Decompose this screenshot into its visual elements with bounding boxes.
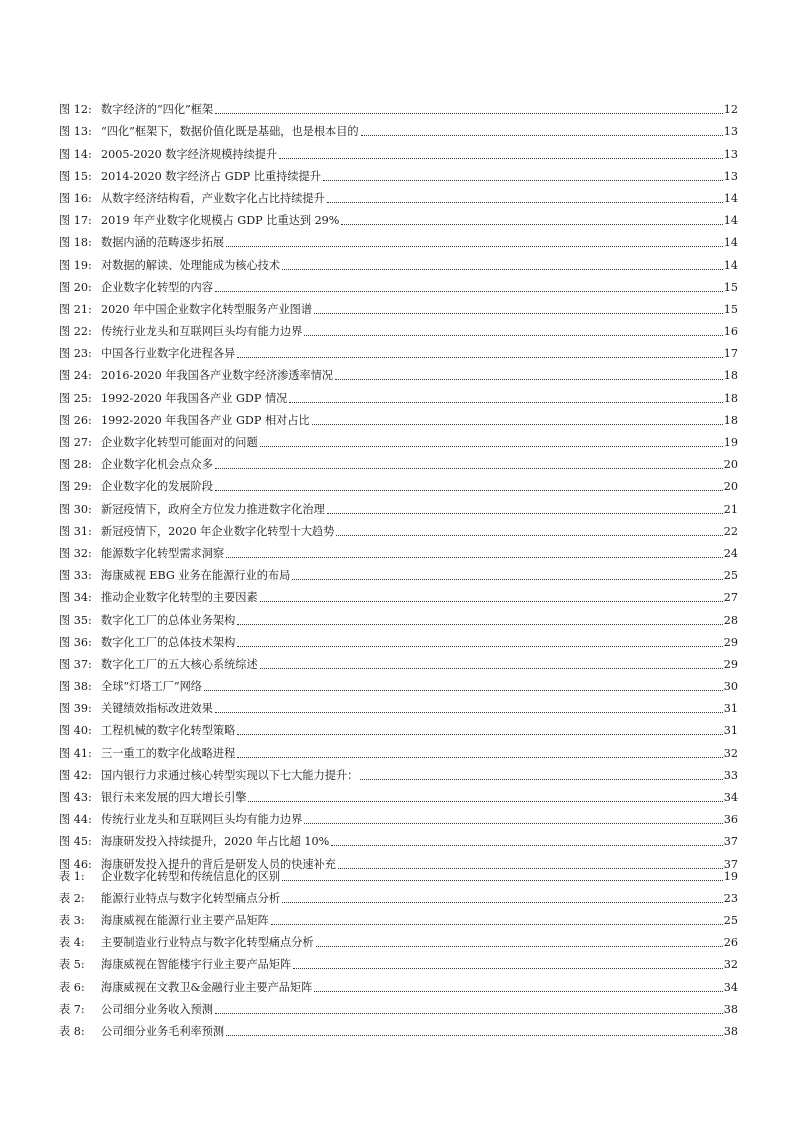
entry-page-number: 32 — [723, 958, 738, 972]
entry-number: 图 28: — [59, 458, 92, 472]
entry-page-number: 37 — [723, 835, 738, 849]
entry-label — [59, 480, 213, 494]
entry-number: 图 43: — [59, 791, 92, 804]
figure-entry[interactable] — [59, 672, 738, 694]
figure-entry[interactable] — [59, 583, 738, 605]
figure-entry[interactable] — [59, 450, 738, 472]
figure-entry[interactable] — [59, 162, 738, 184]
entry-label — [59, 503, 325, 517]
figure-list — [59, 95, 738, 872]
table-entry[interactable] — [59, 928, 738, 950]
entry-title: 工程机械的数字化转型策略 — [101, 724, 236, 738]
dot-leader — [282, 880, 723, 881]
dot-leader — [260, 446, 723, 447]
dot-leader — [237, 357, 722, 358]
dot-leader — [271, 924, 723, 925]
dot-leader — [312, 424, 723, 425]
entry-number: 表 2: — [59, 892, 85, 906]
entry-title: 能源行业特点与数字化转型痛点分析 — [101, 892, 281, 906]
entry-number: 表 6: — [59, 980, 85, 994]
entry-page-number: 18 — [723, 369, 738, 383]
entry-label — [59, 103, 213, 117]
figure-entry[interactable] — [59, 206, 738, 228]
figure-entry[interactable] — [59, 339, 738, 361]
dot-leader — [327, 202, 723, 203]
entry-label — [59, 591, 258, 605]
dot-leader — [215, 291, 723, 292]
entry-page-number: 14 — [723, 191, 738, 205]
entry-title: 企业数字化转型的内容 — [101, 280, 213, 294]
entry-title: 关键绩效指标改进效果 — [101, 702, 213, 716]
entry-number: 图 13: — [59, 125, 92, 139]
entry-label — [59, 281, 213, 295]
entry-page-number: 25 — [723, 569, 738, 583]
entry-title: 传统行业龙头和互联网巨头均有能力边界 — [101, 325, 303, 339]
dot-leader — [289, 402, 722, 403]
entry-label — [59, 569, 290, 583]
entry-title: 公司细分业务毛利率预测 — [101, 1024, 225, 1038]
entry-title: 企业数字化转型可能面对的问题 — [101, 436, 258, 449]
dot-leader — [226, 246, 723, 247]
dot-leader — [341, 224, 722, 225]
entry-number: 图 18: — [59, 236, 92, 250]
figure-entry[interactable] — [59, 539, 738, 561]
entry-number: 图 34: — [59, 591, 92, 605]
entry-title: 2019 年产业数字化规模占 GDP 比重达到 29% — [101, 214, 340, 228]
entry-number: 表 8: — [59, 1024, 85, 1038]
dot-leader — [260, 668, 723, 669]
entry-label — [59, 170, 321, 184]
entry-number: 表 4: — [59, 936, 85, 950]
entry-label — [59, 392, 287, 406]
table-entry[interactable] — [59, 906, 738, 928]
entry-number: 图 45: — [59, 835, 92, 849]
entry-page-number: 29 — [723, 635, 738, 649]
figure-entry[interactable] — [59, 139, 738, 161]
entry-title: 海康威视在文教卫&金融行业主要产品矩阵 — [101, 980, 313, 994]
figure-entry[interactable] — [59, 273, 738, 295]
entry-label — [59, 547, 224, 561]
entry-title: 三一重工的数字化战略进程 — [101, 746, 236, 760]
entry-title: “四化”框架下，数据价值化既是基础，也是根本目的 — [101, 125, 359, 139]
dot-leader — [260, 601, 723, 602]
figure-entry[interactable] — [59, 117, 738, 139]
entry-number: 图 29: — [59, 480, 92, 494]
entry-number: 表 7: — [59, 1002, 85, 1016]
entry-page-number: 34 — [723, 980, 738, 994]
dot-leader — [304, 335, 722, 336]
table-entry[interactable] — [59, 950, 738, 972]
figure-entry[interactable] — [59, 95, 738, 117]
table-list — [59, 862, 738, 1039]
entry-number: 表 5: — [59, 958, 85, 972]
entry-label — [59, 769, 358, 783]
figure-entry[interactable] — [59, 184, 738, 206]
entry-title: 海康威视在能源行业主要产品矩阵 — [101, 914, 269, 928]
entry-title: 海康研发投入提升的背后是研发人员的快速补充 — [101, 857, 336, 871]
entry-title: 银行未来发展的四大增长引擎 — [101, 791, 247, 804]
dot-leader — [237, 624, 722, 625]
entry-title: 国内银行力求通过核心转型实现以下七大能力提升： — [101, 768, 359, 782]
entry-label — [59, 148, 277, 162]
entry-page-number: 20 — [723, 480, 738, 494]
entry-title: 2020 年中国企业数字化转型服务产业图谱 — [101, 302, 313, 316]
figure-entry[interactable] — [59, 428, 738, 450]
entry-page-number: 14 — [723, 214, 738, 228]
entry-title: 新冠疫情下，2020 年企业数字化转型十大趋势 — [101, 524, 335, 538]
entry-number: 图 38: — [59, 680, 92, 694]
dot-leader — [316, 946, 723, 947]
entry-number: 图 37: — [59, 657, 92, 671]
entry-page-number: 15 — [723, 280, 738, 294]
figure-entry[interactable] — [59, 472, 738, 494]
dot-leader — [293, 968, 723, 969]
dot-leader — [336, 535, 722, 536]
entry-page-number: 16 — [723, 325, 738, 339]
dot-leader — [292, 579, 722, 580]
figure-entry[interactable] — [59, 561, 738, 583]
table-entry[interactable] — [59, 972, 738, 994]
entry-label — [59, 658, 258, 672]
entry-label — [59, 325, 302, 339]
dot-leader — [204, 690, 723, 691]
figure-entry[interactable] — [59, 383, 738, 405]
entry-page-number: 13 — [723, 147, 738, 161]
entry-title: 推动企业数字化转型的主要因素 — [101, 591, 258, 605]
entry-label — [59, 414, 310, 428]
entry-number: 图 19: — [59, 258, 92, 272]
dot-leader — [304, 823, 722, 824]
entry-label — [59, 259, 280, 273]
entry-page-number: 19 — [723, 870, 738, 884]
entry-number: 图 24: — [59, 369, 92, 383]
entry-label — [59, 958, 291, 972]
entry-title: 公司细分业务收入预测 — [101, 1002, 213, 1016]
entry-number: 图 31: — [59, 524, 92, 538]
dot-leader — [248, 801, 722, 802]
entry-number: 图 41: — [59, 746, 92, 760]
table-entry[interactable] — [59, 862, 738, 884]
entry-number: 图 44: — [59, 813, 92, 827]
entry-page-number: 13 — [723, 125, 738, 139]
entry-title: 2005-2020 数字经济规模持续提升 — [101, 147, 278, 161]
entry-number: 图 30: — [59, 502, 92, 516]
figure-entry[interactable] — [59, 517, 738, 539]
entry-number: 图 21: — [59, 302, 92, 316]
dot-leader — [215, 712, 723, 713]
entry-page-number: 28 — [723, 613, 738, 627]
entry-page-number: 31 — [723, 702, 738, 716]
entry-title: 对数据的解读、处理能成为核心技术 — [101, 258, 281, 272]
dot-leader — [215, 468, 723, 469]
entry-title: 1992-2020 年我国各产业 GDP 相对占比 — [101, 413, 310, 427]
entry-label — [59, 1003, 213, 1017]
figure-entry[interactable] — [59, 628, 738, 650]
dot-leader — [335, 379, 723, 380]
entry-label — [59, 791, 246, 805]
dot-leader — [215, 113, 723, 114]
entry-title: 新冠疫情下，政府全方位发力推进数字化治理 — [101, 502, 325, 516]
figure-entry[interactable] — [59, 716, 738, 738]
dot-leader — [226, 557, 723, 558]
entry-title: 数字经济的“四化”框架 — [101, 103, 214, 117]
entry-number: 图 12: — [59, 103, 92, 117]
figure-entry[interactable] — [59, 494, 738, 516]
entry-title: 能源数字化转型需求洞察 — [101, 546, 225, 560]
entry-number: 图 23: — [59, 347, 92, 361]
entry-label — [59, 892, 280, 906]
entry-title: 数字化工厂的总体业务架构 — [101, 613, 236, 627]
entry-label — [59, 870, 280, 884]
entry-label — [59, 192, 325, 206]
entry-label — [59, 303, 312, 317]
dot-leader — [361, 135, 723, 136]
entry-label — [59, 636, 235, 650]
entry-title: 数据内涵的范畴逐步拓展 — [101, 236, 225, 250]
figure-entry[interactable] — [59, 738, 738, 760]
dot-leader — [282, 902, 723, 903]
entry-page-number: 27 — [723, 591, 738, 605]
entry-number: 图 15: — [59, 169, 92, 183]
entry-page-number: 33 — [723, 768, 738, 782]
entry-number: 图 35: — [59, 613, 92, 627]
figure-entry[interactable] — [59, 605, 738, 627]
entry-page-number: 14 — [723, 236, 738, 250]
entry-title: 海康威视在智能楼宇行业主要产品矩阵 — [101, 958, 292, 972]
dot-leader — [331, 845, 722, 846]
entry-number: 图 20: — [59, 280, 92, 294]
entry-page-number: 37 — [723, 857, 738, 871]
entry-label — [59, 347, 235, 361]
entry-title: 1992-2020 年我国各产业 GDP 情况 — [101, 391, 288, 405]
entry-title: 全球“灯塔工厂”网络 — [101, 680, 202, 694]
entry-page-number: 17 — [723, 347, 738, 361]
dot-leader — [360, 779, 722, 780]
entry-label — [59, 214, 339, 228]
entry-title: 2016-2020 年我国各产业数字经济渗透率情况 — [101, 369, 334, 383]
entry-page-number: 12 — [723, 103, 738, 117]
figure-entry[interactable] — [59, 783, 738, 805]
entry-title: 主要制造业行业特点与数字化转型痛点分析 — [101, 936, 314, 950]
entry-label — [59, 369, 333, 383]
entry-title: 企业数字化转型和传统信息化的区别 — [101, 870, 281, 884]
figure-entry[interactable] — [59, 317, 738, 339]
entry-title: 海康研发投入持续提升，2020 年占比超 10% — [101, 835, 330, 849]
entry-number: 图 27: — [59, 436, 92, 449]
entry-title: 海康威视 EBG 业务在能源行业的布局 — [101, 569, 291, 583]
entry-page-number: 14 — [723, 258, 738, 272]
entry-label — [59, 702, 213, 716]
entry-number: 图 16: — [59, 191, 92, 205]
entry-page-number: 36 — [723, 813, 738, 827]
table-entry[interactable] — [59, 1017, 738, 1039]
dot-leader — [237, 734, 722, 735]
entry-page-number: 38 — [723, 1024, 738, 1038]
entry-label — [59, 724, 235, 738]
dot-leader — [314, 991, 722, 992]
entry-number: 图 42: — [59, 768, 92, 782]
figure-entry[interactable] — [59, 295, 738, 317]
entry-title: 企业数字化机会点众多 — [101, 458, 213, 472]
entry-label — [59, 914, 269, 928]
dot-leader — [215, 1013, 723, 1014]
entry-page-number: 25 — [723, 914, 738, 928]
entry-number: 图 17: — [59, 214, 92, 228]
entry-page-number: 23 — [723, 892, 738, 906]
entry-label — [59, 125, 359, 139]
entry-page-number: 20 — [723, 458, 738, 472]
entry-page-number: 22 — [723, 524, 738, 538]
entry-number: 表 1: — [59, 870, 85, 884]
dot-leader — [314, 313, 723, 314]
entry-page-number: 21 — [723, 502, 738, 516]
entry-page-number: 32 — [723, 746, 738, 760]
figure-entry[interactable] — [59, 805, 738, 827]
dot-leader — [237, 757, 722, 758]
figure-entry[interactable] — [59, 650, 738, 672]
entry-label — [59, 525, 334, 539]
entry-page-number: 38 — [723, 1002, 738, 1016]
entry-label — [59, 680, 202, 694]
dot-leader — [323, 180, 723, 181]
entry-number: 图 14: — [59, 147, 92, 161]
entry-number: 图 26: — [59, 413, 92, 427]
entry-label — [59, 981, 312, 995]
entry-page-number: 26 — [723, 936, 738, 950]
entry-number: 图 46: — [59, 857, 92, 871]
entry-label — [59, 747, 235, 761]
figure-entry[interactable] — [59, 361, 738, 383]
dot-leader — [279, 158, 723, 159]
entry-number: 图 25: — [59, 391, 92, 405]
entry-title: 2014-2020 数字经济占 GDP 比重持续提升 — [101, 169, 321, 183]
table-entry[interactable] — [59, 995, 738, 1017]
entry-title: 数字化工厂的五大核心系统综述 — [101, 657, 258, 671]
entry-number: 图 33: — [59, 569, 92, 583]
entry-page-number: 18 — [723, 413, 738, 427]
entry-title: 中国各行业数字化进程各异 — [101, 347, 236, 361]
figure-entry[interactable] — [59, 228, 738, 250]
figure-entry[interactable] — [59, 250, 738, 272]
figure-entry[interactable] — [59, 761, 738, 783]
dot-leader — [226, 1035, 723, 1036]
dot-leader — [327, 513, 723, 514]
entry-label — [59, 436, 258, 450]
entry-page-number: 19 — [723, 436, 738, 449]
entry-page-number: 30 — [723, 680, 738, 694]
entry-title: 数字化工厂的总体技术架构 — [101, 635, 236, 649]
entry-title: 企业数字化的发展阶段 — [101, 480, 213, 494]
entry-title: 传统行业龙头和互联网巨头均有能力边界 — [101, 813, 303, 827]
entry-number: 图 39: — [59, 702, 92, 716]
entry-label — [59, 936, 314, 950]
entry-number: 图 22: — [59, 325, 92, 339]
entry-page-number: 34 — [723, 791, 738, 804]
entry-label — [59, 1025, 224, 1039]
entry-page-number: 15 — [723, 302, 738, 316]
entry-number: 图 40: — [59, 724, 92, 738]
dot-leader — [282, 269, 723, 270]
dot-leader — [215, 490, 723, 491]
entry-title: 从数字经济结构看，产业数字化占比持续提升 — [101, 191, 325, 205]
entry-label — [59, 835, 329, 849]
entry-label — [59, 458, 213, 472]
entry-label — [59, 236, 224, 250]
figure-entry[interactable] — [59, 406, 738, 428]
entry-page-number: 31 — [723, 724, 738, 738]
figure-entry[interactable] — [59, 694, 738, 716]
entry-page-number: 29 — [723, 657, 738, 671]
entry-page-number: 13 — [723, 169, 738, 183]
entry-number: 图 32: — [59, 546, 92, 560]
entry-label — [59, 614, 235, 628]
entry-page-number: 18 — [723, 391, 738, 405]
dot-leader — [237, 646, 722, 647]
entry-page-number: 24 — [723, 546, 738, 560]
table-entry[interactable] — [59, 884, 738, 906]
entry-number: 表 3: — [59, 914, 85, 928]
entry-number: 图 36: — [59, 635, 92, 649]
figure-entry[interactable] — [59, 827, 738, 849]
entry-label — [59, 813, 302, 827]
